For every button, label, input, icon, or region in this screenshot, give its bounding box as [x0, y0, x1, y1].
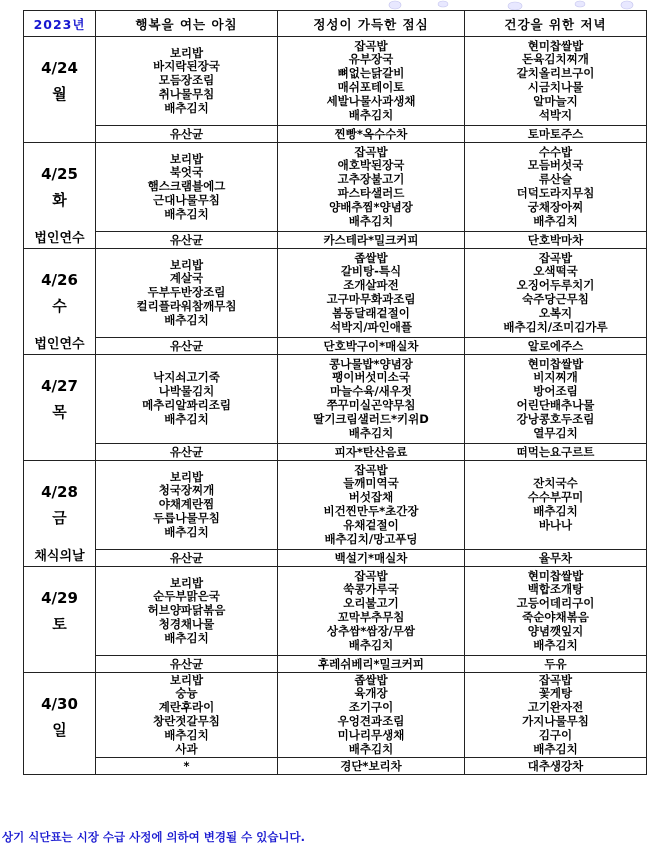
lunch-item: 배추김치: [348, 213, 394, 228]
day-row: [24, 355, 647, 444]
dinner-item: 가지나물무침: [522, 714, 589, 728]
day-row: [24, 143, 647, 232]
lunch-item: 배추김치: [348, 741, 394, 756]
breakfast-item: 청경채나물: [158, 616, 215, 631]
lunch-item: 세발나물사과생채: [326, 93, 416, 108]
dinner-snack: 떠먹는요구르트: [465, 444, 647, 461]
menu-body: [24, 37, 647, 775]
dinner-item: 방어조림: [533, 384, 578, 399]
breakfast-item: 야채계란찜: [158, 497, 215, 512]
day-date: 4/24: [41, 59, 78, 77]
lunch-item: 잡곡밥: [354, 462, 388, 477]
breakfast-snack: 유산균: [96, 550, 278, 567]
dinner-cell: [465, 37, 647, 126]
lunch-item: 유채겉절이: [343, 517, 399, 532]
snack-row: [24, 656, 647, 673]
snack-row: [24, 126, 647, 143]
dinner-cell: [465, 567, 647, 656]
lunch-cell: [278, 37, 465, 126]
breakfast-item: 컬리플라워참깨무침: [136, 298, 237, 313]
lunch-item: 잡곡밥: [354, 144, 388, 159]
breakfast-item: 보리밥: [169, 469, 204, 484]
snack-row: [24, 338, 647, 355]
day-cell: [24, 673, 96, 775]
dinner-item: 수수밥: [538, 144, 573, 159]
breakfast-item: 허브양파닭볶음: [147, 603, 226, 618]
breakfast-item: 창란젓갈무침: [153, 714, 220, 728]
dinner-item: 열무김치: [533, 425, 578, 440]
day-weekday: 수: [52, 297, 67, 315]
breakfast-item: 배추김치: [164, 206, 209, 221]
dinner-item: 비지찌개: [533, 370, 578, 385]
breakfast-item: 보리밥: [169, 575, 204, 590]
lunch-item: 고추장불고기: [337, 172, 405, 187]
dinner-item: 죽순야채볶음: [522, 610, 589, 624]
dinner-item: 어린단배추나물: [516, 398, 595, 412]
breakfast-item: 순두부맑은국: [153, 589, 220, 604]
lunch-item: 뼈없는닭갈비: [337, 66, 405, 81]
day-label: [24, 673, 95, 774]
dinner-item: 김구이: [538, 727, 573, 742]
lunch-item: 배추김치: [348, 107, 394, 122]
breakfast-item: 배추김치: [164, 312, 209, 327]
day-cell: [24, 567, 96, 673]
lunch-snack: 카스테라*밀크커피: [278, 232, 465, 249]
lunch-item: 미나리무생채: [337, 727, 405, 742]
dinner-item: 알마늘지: [533, 93, 578, 108]
day-weekday: 화: [52, 191, 67, 209]
lunch-snack: 경단*보리차: [278, 758, 465, 775]
breakfast-item: 배추김치: [164, 100, 209, 115]
dinner-item: 석박지: [538, 107, 573, 122]
breakfast-cell: [96, 673, 278, 758]
breakfast-cell: [96, 567, 278, 656]
day-row: [24, 249, 647, 338]
day-label: [24, 355, 95, 460]
day-weekday: 일: [52, 721, 67, 739]
dinner-cell: [465, 461, 647, 550]
lunch-item: 쭈꾸미실곤약무침: [326, 398, 416, 412]
lunch-item: 쑥콩가루국: [343, 582, 399, 597]
lunch-item: 상추쌈*쌈장/무쌈: [327, 623, 415, 638]
lunch-item: 배추김치/망고푸딩: [324, 531, 418, 546]
lunch-cell: [278, 355, 465, 444]
dinner-snack: 단호박마차: [465, 232, 647, 249]
dinner-item: 고기완자전: [527, 700, 584, 715]
day-cell: [24, 249, 96, 355]
breakfast-item: 배추김치: [164, 524, 209, 539]
lunch-cell: [278, 461, 465, 550]
day-row: [24, 567, 647, 656]
breakfast-snack: *: [96, 758, 278, 775]
lunch-item: 우엉견과조림: [337, 714, 405, 728]
breakfast-cell: [96, 143, 278, 232]
lunch-item: 오리불고기: [343, 596, 399, 611]
dinner-item: 류산슬: [538, 172, 573, 187]
dinner-item: 바나나: [538, 517, 573, 532]
dinner-item: 오징어두루치기: [516, 278, 595, 293]
lunch-snack: 피자*탄산음료: [278, 444, 465, 461]
dinner-snack: 대추생강차: [465, 758, 647, 775]
breakfast-snack: 유산균: [96, 232, 278, 249]
lunch-cell: [278, 143, 465, 232]
breakfast-cell: [96, 37, 278, 126]
header-row: [24, 11, 647, 37]
lunch-item: 잡곡밥: [354, 38, 388, 53]
lunch-header: 정성이 가득한 점심: [278, 11, 465, 37]
breakfast-item: 햄스크램블에그: [147, 179, 226, 194]
day-note: 채식의날: [34, 549, 85, 564]
day-row: [24, 461, 647, 550]
lunch-snack: 백설기*매실차: [278, 550, 465, 567]
year-header: 2023년: [24, 11, 96, 37]
lunch-item: 양배추찜*양념장: [329, 199, 413, 214]
breakfast-item: 청국장찌개: [158, 483, 215, 498]
day-date: 4/29: [41, 589, 78, 607]
dinner-item: 숙주당근무침: [522, 292, 589, 306]
breakfast-item: 북엇국: [169, 165, 204, 180]
lunch-item: 갈비탕-특식: [340, 264, 402, 279]
breakfast-snack: 유산균: [96, 656, 278, 673]
dinner-item: 갈치올리브구이: [516, 66, 595, 81]
meal-plan-table: [23, 10, 647, 775]
breakfast-snack: 유산균: [96, 338, 278, 355]
dinner-header: 건강을 위한 저녁: [465, 11, 647, 37]
day-note: 법인연수: [34, 337, 85, 352]
breakfast-item: 배추김치: [164, 727, 209, 742]
breakfast-cell: [96, 461, 278, 550]
day-date: 4/27: [41, 377, 78, 395]
lunch-item: 들깨미역국: [343, 476, 399, 491]
dinner-item: 배추김치/조미김가루: [503, 319, 608, 334]
lunch-item: 마늘수육/새우젓: [330, 384, 412, 399]
snack-row: [24, 758, 647, 775]
dinner-item: 돈육김치찌개: [522, 52, 589, 67]
day-label: [24, 249, 95, 354]
day-note: 법인연수: [34, 231, 85, 246]
lunch-item: 유부장국: [348, 52, 394, 67]
dinner-item: 백합조개탕: [527, 582, 584, 597]
dinner-item: 현미찹쌀밥: [527, 568, 584, 583]
lunch-snack: 단호박구이*매실차: [278, 338, 465, 355]
dinner-item: 배추김치: [533, 213, 578, 228]
dinner-item: 오복지: [538, 305, 573, 320]
breakfast-cell: [96, 355, 278, 444]
snack-row: [24, 444, 647, 461]
lunch-item: 석박지/파인애플: [330, 319, 412, 334]
dinner-snack: 두유: [465, 656, 647, 673]
breakfast-item: 바지락된장국: [153, 59, 220, 74]
dinner-item: 시금치나물: [527, 80, 584, 94]
snack-row: [24, 550, 647, 567]
lunch-item: 비건찐만두*초간장: [323, 504, 419, 518]
day-row: [24, 673, 647, 758]
dinner-item: 더덕도라지무침: [516, 186, 595, 200]
dinner-item: 배추김치: [533, 504, 578, 518]
lunch-item: 좁쌀밥: [354, 672, 388, 687]
day-weekday: 목: [52, 403, 67, 421]
snack-row: [24, 232, 647, 249]
dinner-item: 강낭콩호두조림: [516, 411, 595, 426]
lunch-snack: 후레쉬베리*밀크커피: [278, 656, 465, 673]
day-weekday: 월: [52, 85, 67, 103]
breakfast-item: 보리밥: [169, 257, 204, 272]
breakfast-item: 배추김치: [164, 411, 209, 426]
breakfast-item: 보리밥: [169, 45, 204, 60]
breakfast-item: 계란후라이: [158, 700, 215, 715]
day-row: [24, 37, 647, 126]
dinner-item: 수수부꾸미: [527, 490, 584, 505]
lunch-item: 배추김치: [348, 637, 394, 652]
breakfast-item: 배추김치: [164, 630, 209, 645]
lunch-snack: 찐빵*옥수수차: [278, 126, 465, 143]
day-label: [24, 143, 95, 248]
dinner-item: 잡곡밥: [538, 672, 573, 687]
footer-note: 상기 식단표는 시장 수급 사정에 의하여 변경될 수 있습니다.: [2, 830, 306, 844]
dinner-item: 배추김치: [533, 637, 578, 652]
lunch-item: 콩나물밥*양념장: [329, 356, 413, 371]
lunch-cell: [278, 567, 465, 656]
dinner-cell: [465, 673, 647, 758]
dinner-item: 현미찹쌀밥: [527, 356, 584, 371]
breakfast-item: 취나물무침: [158, 86, 215, 101]
breakfast-item: 사과: [175, 741, 198, 756]
lunch-item: 파스타샐러드: [337, 186, 405, 200]
lunch-item: 매쉬포테이토: [337, 80, 405, 94]
day-date: 4/26: [41, 271, 78, 289]
dinner-item: 오색떡국: [533, 264, 578, 279]
day-date: 4/25: [41, 165, 78, 183]
lunch-item: 조기구이: [348, 700, 394, 715]
breakfast-snack: 유산균: [96, 126, 278, 143]
day-label: [24, 461, 95, 566]
dinner-item: 고등어데리구이: [516, 596, 595, 611]
day-weekday: 금: [52, 509, 67, 527]
dinner-cell: [465, 249, 647, 338]
lunch-cell: [278, 673, 465, 758]
breakfast-item: 계살국: [169, 271, 204, 286]
lunch-item: 봄동달래겉절이: [332, 305, 410, 320]
breakfast-item: 나박물김치: [158, 384, 215, 399]
breakfast-item: 근대나물무침: [153, 192, 220, 207]
lunch-item: 육개장: [354, 686, 388, 701]
dinner-snack: 율무차: [465, 550, 647, 567]
lunch-item: 고구마무화과조림: [326, 292, 416, 306]
dinner-item: 현미찹쌀밥: [527, 38, 584, 53]
lunch-item: 버섯잡채: [348, 490, 394, 505]
lunch-item: 팽이버섯미소국: [332, 370, 410, 385]
day-cell: [24, 143, 96, 249]
dinner-item: 잔치국수: [533, 476, 578, 491]
breakfast-item: 두릅나물무침: [153, 510, 220, 525]
day-date: 4/28: [41, 483, 78, 501]
lunch-item: 딸기크림샐러드*키위D: [313, 411, 429, 426]
day-cell: [24, 37, 96, 143]
day-label: [24, 37, 95, 142]
breakfast-item: 메추리알꽈리조림: [142, 398, 231, 412]
dinner-item: 꽃게탕: [538, 686, 573, 701]
breakfast-cell: [96, 249, 278, 338]
dinner-item: 배추김치: [533, 741, 578, 756]
day-date: 4/30: [41, 695, 78, 713]
lunch-cell: [278, 249, 465, 338]
lunch-item: 조개살파전: [343, 278, 399, 293]
dinner-cell: [465, 143, 647, 232]
lunch-item: 잡곡밥: [354, 568, 388, 583]
breakfast-item: 두부두반장조림: [147, 285, 226, 300]
dinner-item: 모듬버섯국: [527, 158, 584, 173]
breakfast-header: 행복을 여는 아침: [96, 11, 278, 37]
lunch-item: 좁쌀밥: [354, 250, 388, 265]
breakfast-item: 모듬장조림: [158, 73, 215, 88]
day-label: [24, 567, 95, 672]
dinner-cell: [465, 355, 647, 444]
day-cell: [24, 355, 96, 461]
day-weekday: 토: [52, 615, 67, 633]
dinner-item: 궁채장아찌: [527, 199, 584, 214]
lunch-item: 배추김치: [348, 425, 394, 440]
dinner-snack: 알로에주스: [465, 338, 647, 355]
dinner-item: 양념깻잎지: [527, 623, 584, 638]
breakfast-item: 보리밥: [169, 151, 204, 166]
dinner-snack: 토마토주스: [465, 126, 647, 143]
breakfast-snack: 유산균: [96, 444, 278, 461]
lunch-item: 꼬막부추무침: [337, 610, 405, 624]
breakfast-item: 낙지쇠고기죽: [153, 370, 220, 385]
lunch-item: 애호박된장국: [337, 158, 405, 173]
day-cell: [24, 461, 96, 567]
breakfast-item: 보리밥: [169, 672, 204, 687]
dinner-item: 잡곡밥: [538, 250, 573, 265]
breakfast-item: 숭늉: [175, 686, 198, 701]
